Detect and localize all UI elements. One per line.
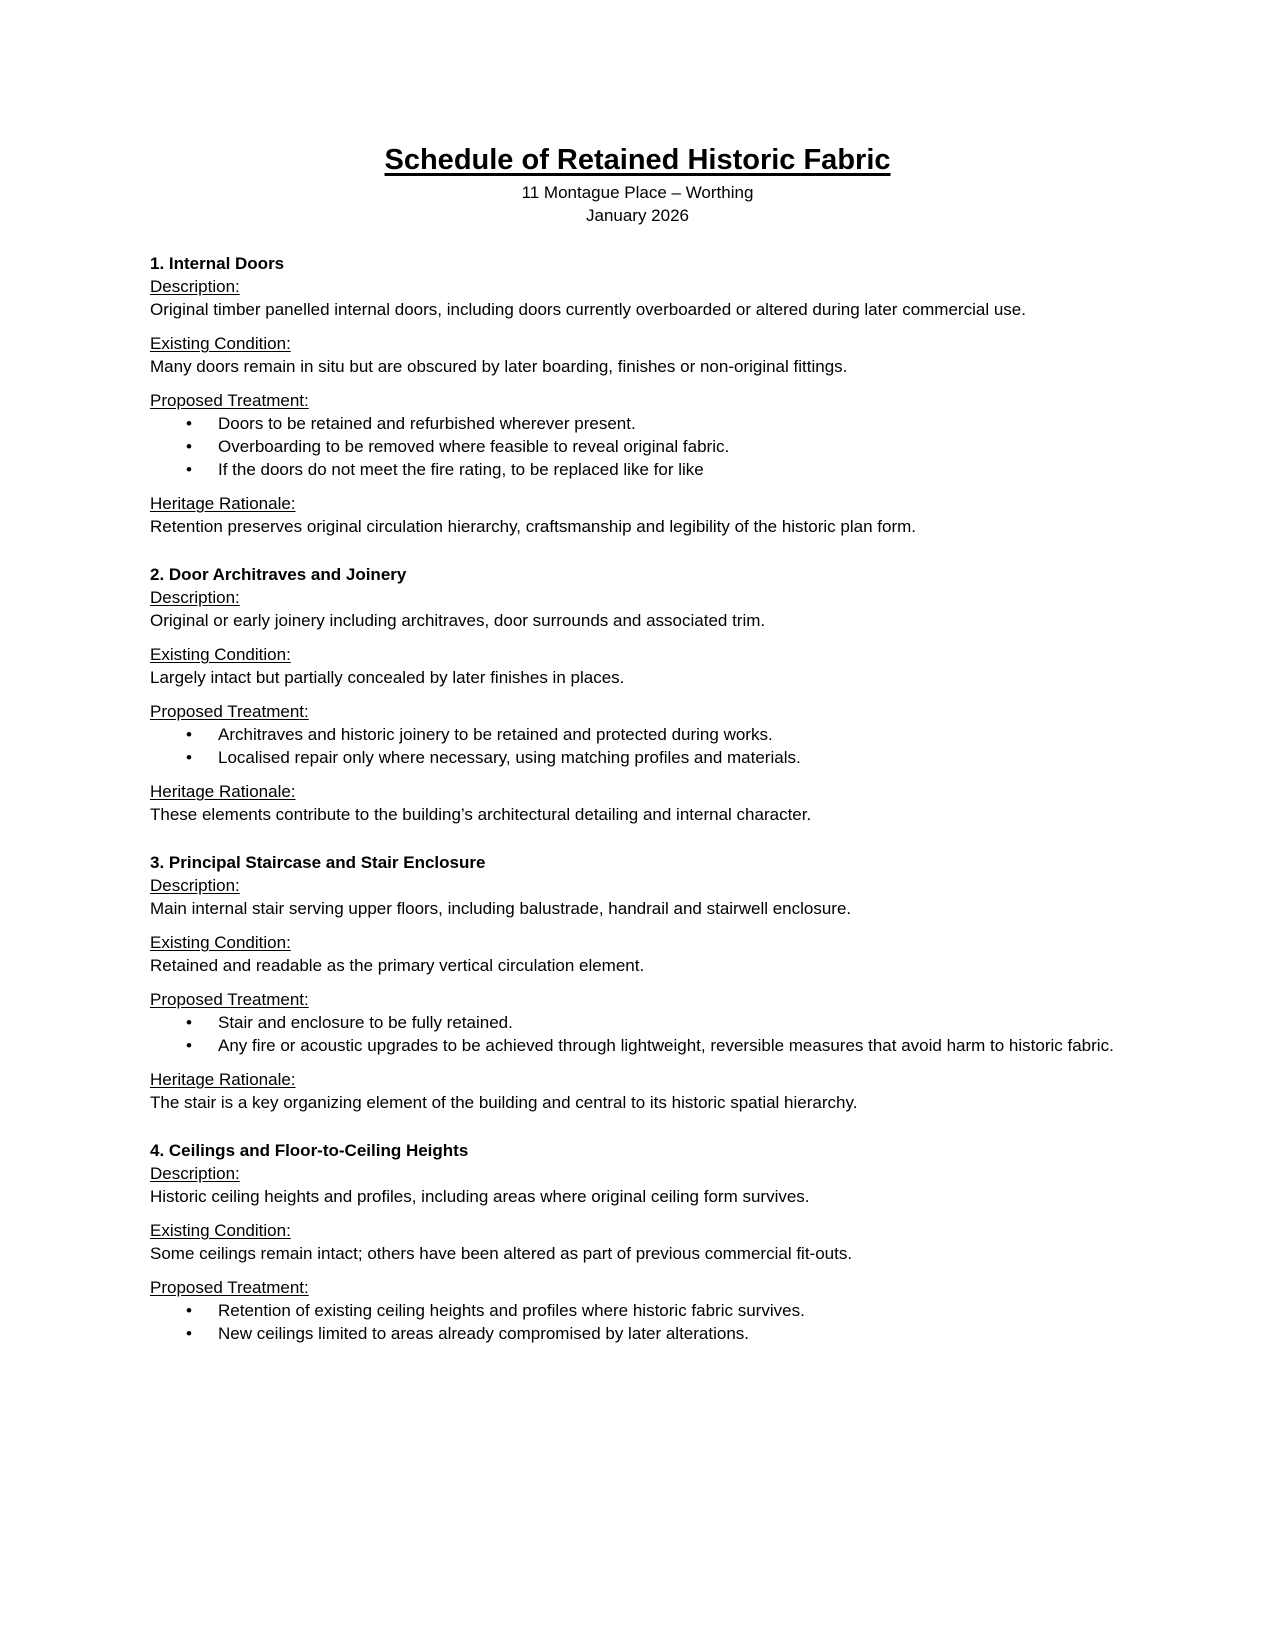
section-heading: 4. Ceilings and Floor-to-Ceiling Heights — [150, 1141, 469, 1160]
heritage-rationale-text: These elements contribute to the building’s architectural detailing and internal character. — [150, 805, 812, 824]
treatment-bullet-list — [150, 412, 1125, 481]
treatment-bullet-list — [150, 1299, 1125, 1345]
existing-condition-label: Existing Condition: — [150, 645, 291, 664]
document-subtitle-address: 11 Montague Place – Worthing — [521, 183, 754, 202]
treatment-bullet: • Retention of existing ceiling heights and profiles where historic fabric survives. — [150, 1299, 1125, 1322]
existing-condition-text: Some ceilings remain intact; others have been altered as part of previous commercial fit-outs. — [150, 1244, 853, 1263]
proposed-treatment-label: Proposed Treatment: — [150, 1278, 309, 1297]
proposed-treatment-label: Proposed Treatment: — [150, 702, 309, 721]
treatment-bullet: • If the doors do not meet the fire rating, to be replaced like for like — [150, 458, 1125, 481]
treatment-bullet: • Localised repair only where necessary, using matching profiles and materials. — [150, 746, 1125, 769]
document-subtitle-date: January 2026 — [585, 206, 690, 225]
proposed-treatment-label: Proposed Treatment: — [150, 990, 309, 1009]
section-ceilings-heights — [150, 1139, 1125, 1345]
description-label: Description: — [150, 277, 240, 296]
description-text: Main internal stair serving upper floors, including balustrade, handrail and stairwell enclosure. — [150, 899, 852, 918]
treatment-bullet: • New ceilings limited to areas already compromised by later alterations. — [150, 1322, 1125, 1345]
treatment-bullet: • Stair and enclosure to be fully retained. — [150, 1011, 1125, 1034]
treatment-bullet-list — [150, 1011, 1125, 1057]
heritage-rationale-label: Heritage Rationale: — [150, 494, 296, 513]
section-heading: 2. Door Architraves and Joinery — [150, 565, 407, 584]
section-principal-staircase — [150, 851, 1125, 1114]
existing-condition-label: Existing Condition: — [150, 334, 291, 353]
description-label: Description: — [150, 876, 240, 895]
section-door-architraves-joinery — [150, 563, 1125, 826]
existing-condition-text: Many doors remain in situ but are obscured by later boarding, finishes or non-original fittings. — [150, 357, 848, 376]
heritage-rationale-text: Retention preserves original circulation hierarchy, craftsmanship and legibility of the historic plan form. — [150, 517, 916, 536]
description-text: Historic ceiling heights and profiles, including areas where original ceiling form survives. — [150, 1187, 810, 1206]
heritage-rationale-text: The stair is a key organizing element of the building and central to its historic spatial hierarchy. — [150, 1093, 858, 1112]
description-label: Description: — [150, 1164, 240, 1183]
existing-condition-text: Largely intact but partially concealed by later finishes in places. — [150, 668, 625, 687]
description-label: Description: — [150, 588, 240, 607]
existing-condition-label: Existing Condition: — [150, 1221, 291, 1240]
document-title: Schedule of Retained Historic Fabric — [384, 144, 891, 176]
treatment-bullet: • Overboarding to be removed where feasible to reveal original fabric. — [150, 435, 1125, 458]
heritage-rationale-label: Heritage Rationale: — [150, 782, 296, 801]
section-heading: 3. Principal Staircase and Stair Enclosure — [150, 853, 486, 872]
description-text: Original timber panelled internal doors, including doors currently overboarded or altered during later commercial use. — [150, 300, 1026, 319]
treatment-bullet: • Any fire or acoustic upgrades to be achieved through lightweight, reversible measures that avoid harm to historic fabric. — [150, 1034, 1125, 1057]
proposed-treatment-label: Proposed Treatment: — [150, 391, 309, 410]
existing-condition-text: Retained and readable as the primary vertical circulation element. — [150, 956, 645, 975]
document-header — [150, 142, 1125, 227]
existing-condition-label: Existing Condition: — [150, 933, 291, 952]
treatment-bullet: • Architraves and historic joinery to be retained and protected during works. — [150, 723, 1125, 746]
section-heading: 1. Internal Doors — [150, 254, 285, 273]
heritage-rationale-label: Heritage Rationale: — [150, 1070, 296, 1089]
section-internal-doors — [150, 252, 1125, 538]
treatment-bullet: • Doors to be retained and refurbished wherever present. — [150, 412, 1125, 435]
treatment-bullet-list — [150, 723, 1125, 769]
description-text: Original or early joinery including architraves, door surrounds and associated trim. — [150, 611, 766, 630]
